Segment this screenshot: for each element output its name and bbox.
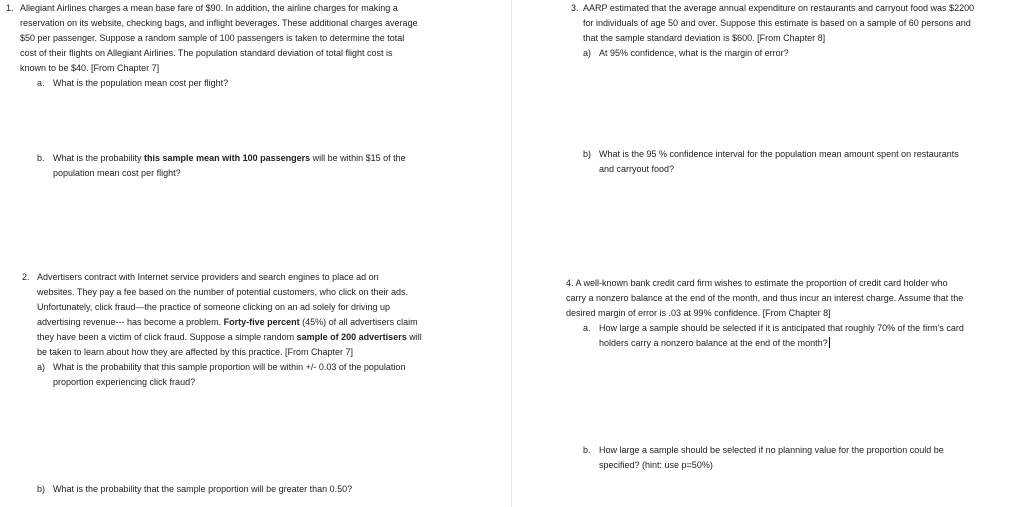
- q1-line-4: cost of their flights on Allegiant Airlines. The population standard deviation of total flight cost is: [20, 48, 393, 58]
- q1-line-1: 1. Allegiant Airlines charges a mean base fare of $90. In addition, the airline charges for making a: [6, 1, 418, 16]
- question-4: 4. A well-known bank credit card firm wishes to estimate the proportion of credit card holder who carry a nonzero balance at the end of the month, and thus incur an interest charge. Assume that the desired margin of error is .03 at 99% confidence. [From Chapter 8]: [566, 278, 964, 318]
- page-divider: [511, 0, 512, 507]
- question-3: 3. AARP estimated that the average annual expenditure on restaurants and carryout food was $2200 for individuals of age 50 and over. Suppose this estimate is based on a sample of 60 persons and that the sample standard deviation is $600. [From Chapter 8] a) At 95% confidence, what is the margin of error?: [571, 1, 974, 61]
- q3-part-b: b) What is the 95 % confidence interval for the population mean amount spent on restaurants and carryout food?: [583, 149, 959, 174]
- q1-line-3: $50 per passenger. Suppose a random sample of 100 passengers is taken to determine the total: [20, 33, 405, 43]
- q2-part-b: b) What is the probability that the sample proportion will be greater than 0.50?: [37, 484, 353, 494]
- q3-part-a: a) At 95% confidence, what is the margin of error?: [583, 48, 789, 58]
- question-2: 2. Advertisers contract with Internet service providers and search engines to place ad on websites. They pay a fee based on the number of potential customers, who click on their ads. Unfortunately, click fraud—the practice of someone clicking on an ad solely for driving up advertising revenue--- has become a problem. Forty-five percent (45%) of all advertisers claim they have been a victim of click fraud. Suppose a simple random sample of 200 advertisers will be taken to learn about how they are affected by this practice. [From Chapter 7] a) What is the probability that this sample proportion will be within +/- 0.03 of the population proportion experiencing click fraud?: [22, 272, 422, 387]
- question-1: [6, 1, 418, 76]
- q2-part-a: a) What is the probability that this sample proportion will be within +/- 0.03 of the population: [37, 362, 406, 372]
- text-cursor: [829, 337, 830, 348]
- q1-part-b: b. What is the probability this sample mean with 100 passengers will be within $15 of the population mean cost per flight?: [37, 153, 406, 178]
- q1-part-a: a. What is the population mean cost per flight?: [37, 78, 229, 88]
- q3-number: 3.: [571, 3, 579, 13]
- q4-part-b: b. How large a sample should be selected if no planning value for the proportion could be specified? (hint: use p=50%): [583, 445, 944, 470]
- q1a-text: What is the population mean cost per flight?: [53, 78, 229, 88]
- q4-part-a: a. How large a sample should be selected if it is anticipated that roughly 70% of the firm's card holders carry a nonzero balance at the end of the month?: [583, 323, 964, 348]
- q1-line-5: known to be $40. [From Chapter 7]: [20, 63, 160, 73]
- q2-number: 2.: [22, 272, 30, 282]
- q1-number: 1.: [6, 3, 14, 13]
- q1-line-2: reservation on its website, checking bags, and inflight beverages. These additional charges average: [20, 18, 418, 28]
